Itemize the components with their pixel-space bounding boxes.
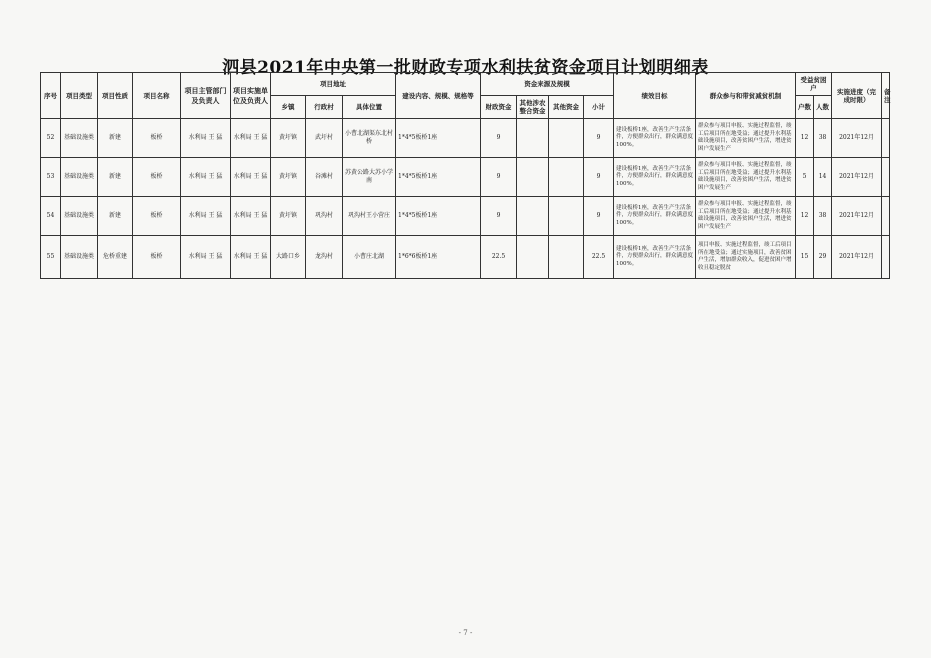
cell-remark — [882, 119, 890, 158]
header-seq: 序号 — [41, 73, 61, 119]
header-schedule: 实施进度（完成时限） — [832, 73, 882, 119]
cell-perf: 建设板桥1座，改善生产生活条件，方便群众出行，群众满意度100%。 — [614, 158, 696, 197]
cell-type: 基础设施类 — [61, 158, 98, 197]
cell-fiscal: 9 — [481, 197, 517, 236]
cell-mech: 群众参与项目申报、实施过程监督，竣工后项目所在地受益；通过提升水利基础设施项目，改善贫困户生活，增进贫困户发展生产 — [696, 119, 796, 158]
header-village: 行政村 — [306, 96, 343, 119]
header-type: 项目类型 — [61, 73, 98, 119]
cell-dept: 水利局 王 猛 — [181, 158, 231, 197]
cell-schedule: 2021年12月 — [832, 158, 882, 197]
header-town: 乡镇 — [271, 96, 306, 119]
cell-impl: 水利局 王 猛 — [231, 119, 271, 158]
cell-village: 龙沟村 — [306, 236, 343, 279]
cell-other-fund — [517, 236, 549, 279]
cell-fiscal: 9 — [481, 119, 517, 158]
cell-households: 12 — [796, 197, 814, 236]
header-other-fund: 其他涉农整合资金 — [517, 96, 549, 119]
cell-other-fund — [517, 119, 549, 158]
cell-content: 1*4*5板桥1座 — [396, 158, 481, 197]
header-name: 项目名称 — [133, 73, 181, 119]
cell-place: 巩沟村王小营庄 — [343, 197, 396, 236]
cell-content: 1*6*6板桥1座 — [396, 236, 481, 279]
header-funds: 资金来源及规模 — [481, 73, 614, 96]
cell-fiscal: 9 — [481, 158, 517, 197]
cell-perf: 建设板桥1座，改善生产生活条件，方便群众出行，群众满意度100%。 — [614, 119, 696, 158]
header-benefit: 受益贫困户 — [796, 73, 832, 96]
cell-type: 基础设施类 — [61, 236, 98, 279]
page-number: - 7 - — [458, 629, 473, 637]
cell-other — [549, 158, 584, 197]
cell-village: 谷滩村 — [306, 158, 343, 197]
cell-households: 12 — [796, 119, 814, 158]
header-households: 户数 — [796, 96, 814, 119]
cell-town: 黄圩镇 — [271, 158, 306, 197]
header-fiscal: 财政资金 — [481, 96, 517, 119]
cell-schedule: 2021年12月 — [832, 197, 882, 236]
cell-remark — [882, 236, 890, 279]
cell-name: 板桥 — [133, 236, 181, 279]
header-perf: 绩效目标 — [614, 73, 696, 119]
header-place: 具体位置 — [343, 96, 396, 119]
cell-other — [549, 119, 584, 158]
cell-schedule: 2021年12月 — [832, 119, 882, 158]
project-table — [40, 72, 890, 279]
header-other: 其他资金 — [549, 96, 584, 119]
cell-perf: 建设板桥1座，改善生产生活条件，方便群众出行，群众满意度100%。 — [614, 236, 696, 279]
document-title: 泗县2021年中央第一批财政专项水利扶贫资金项目计划明细表 — [222, 58, 709, 78]
cell-dept: 水利局 王 猛 — [181, 236, 231, 279]
cell-place: 苏黄公路大苏小学南 — [343, 158, 396, 197]
cell-town: 黄圩镇 — [271, 197, 306, 236]
cell-other — [549, 197, 584, 236]
cell-town: 黄圩镇 — [271, 119, 306, 158]
cell-remark — [882, 197, 890, 236]
cell-subtotal: 9 — [584, 197, 614, 236]
header-mech: 群众参与和带贫减贫机制 — [696, 73, 796, 119]
header-location: 项目地址 — [271, 73, 396, 96]
cell-impl: 水利局 王 猛 — [231, 236, 271, 279]
cell-nature: 危桥重建 — [98, 236, 133, 279]
header-nature: 项目性质 — [98, 73, 133, 119]
cell-perf: 建设板桥1座，改善生产生活条件，方便群众出行，群众满意度100%。 — [614, 197, 696, 236]
cell-people: 29 — [814, 236, 832, 279]
header-people: 人数 — [814, 96, 832, 119]
cell-people: 38 — [814, 197, 832, 236]
table-row — [41, 158, 890, 197]
cell-seq: 53 — [41, 158, 61, 197]
cell-village: 巩沟村 — [306, 197, 343, 236]
cell-dept: 水利局 王 猛 — [181, 197, 231, 236]
cell-place: 小曹庄北湖 — [343, 236, 396, 279]
cell-type: 基础设施类 — [61, 119, 98, 158]
cell-schedule: 2021年12月 — [832, 236, 882, 279]
table-row — [41, 236, 890, 279]
cell-town: 大路口乡 — [271, 236, 306, 279]
header-remark: 备注 — [882, 73, 890, 119]
cell-other-fund — [517, 197, 549, 236]
cell-people: 14 — [814, 158, 832, 197]
cell-impl: 水利局 王 猛 — [231, 197, 271, 236]
cell-subtotal: 9 — [584, 158, 614, 197]
cell-impl: 水利局 王 猛 — [231, 158, 271, 197]
cell-content: 1*4*5板桥1座 — [396, 197, 481, 236]
cell-other-fund — [517, 158, 549, 197]
table-row — [41, 119, 890, 158]
cell-other — [549, 236, 584, 279]
cell-remark — [882, 158, 890, 197]
cell-households: 15 — [796, 236, 814, 279]
cell-place: 小曹北湖渠东北村桥 — [343, 119, 396, 158]
cell-type: 基础设施类 — [61, 197, 98, 236]
cell-households: 5 — [796, 158, 814, 197]
cell-nature: 新建 — [98, 119, 133, 158]
cell-fiscal: 22.5 — [481, 236, 517, 279]
cell-dept: 水利局 王 猛 — [181, 119, 231, 158]
header-content: 建设内容、规模、规格等 — [396, 73, 481, 119]
cell-seq: 52 — [41, 119, 61, 158]
cell-nature: 新建 — [98, 158, 133, 197]
cell-mech: 项目申报、实施过程监督，竣工后项目所在地受益；通过实施项目，改善贫困户生活，增加群众收入，促进贫困户增收且稳定脱贫 — [696, 236, 796, 279]
header-impl: 项目实施单位及负责人 — [231, 73, 271, 119]
cell-people: 38 — [814, 119, 832, 158]
cell-name: 板桥 — [133, 119, 181, 158]
header-dept: 项目主管部门及负责人 — [181, 73, 231, 119]
cell-nature: 新建 — [98, 197, 133, 236]
cell-subtotal: 22.5 — [584, 236, 614, 279]
cell-name: 板桥 — [133, 158, 181, 197]
cell-name: 板桥 — [133, 197, 181, 236]
table-row — [41, 197, 890, 236]
cell-content: 1*4*5板桥1座 — [396, 119, 481, 158]
cell-seq: 55 — [41, 236, 61, 279]
cell-mech: 群众参与项目申报、实施过程监督，竣工后项目所在地受益；通过提升水利基础设施项目，改善贫困户生活，增进贫困户发展生产 — [696, 197, 796, 236]
cell-mech: 群众参与项目申报、实施过程监督，竣工后项目所在地受益；通过提升水利基础设施项目，改善贫困户生活，增进贫困户发展生产 — [696, 158, 796, 197]
cell-seq: 54 — [41, 197, 61, 236]
cell-village: 武圩村 — [306, 119, 343, 158]
header-subtotal: 小计 — [584, 96, 614, 119]
cell-subtotal: 9 — [584, 119, 614, 158]
